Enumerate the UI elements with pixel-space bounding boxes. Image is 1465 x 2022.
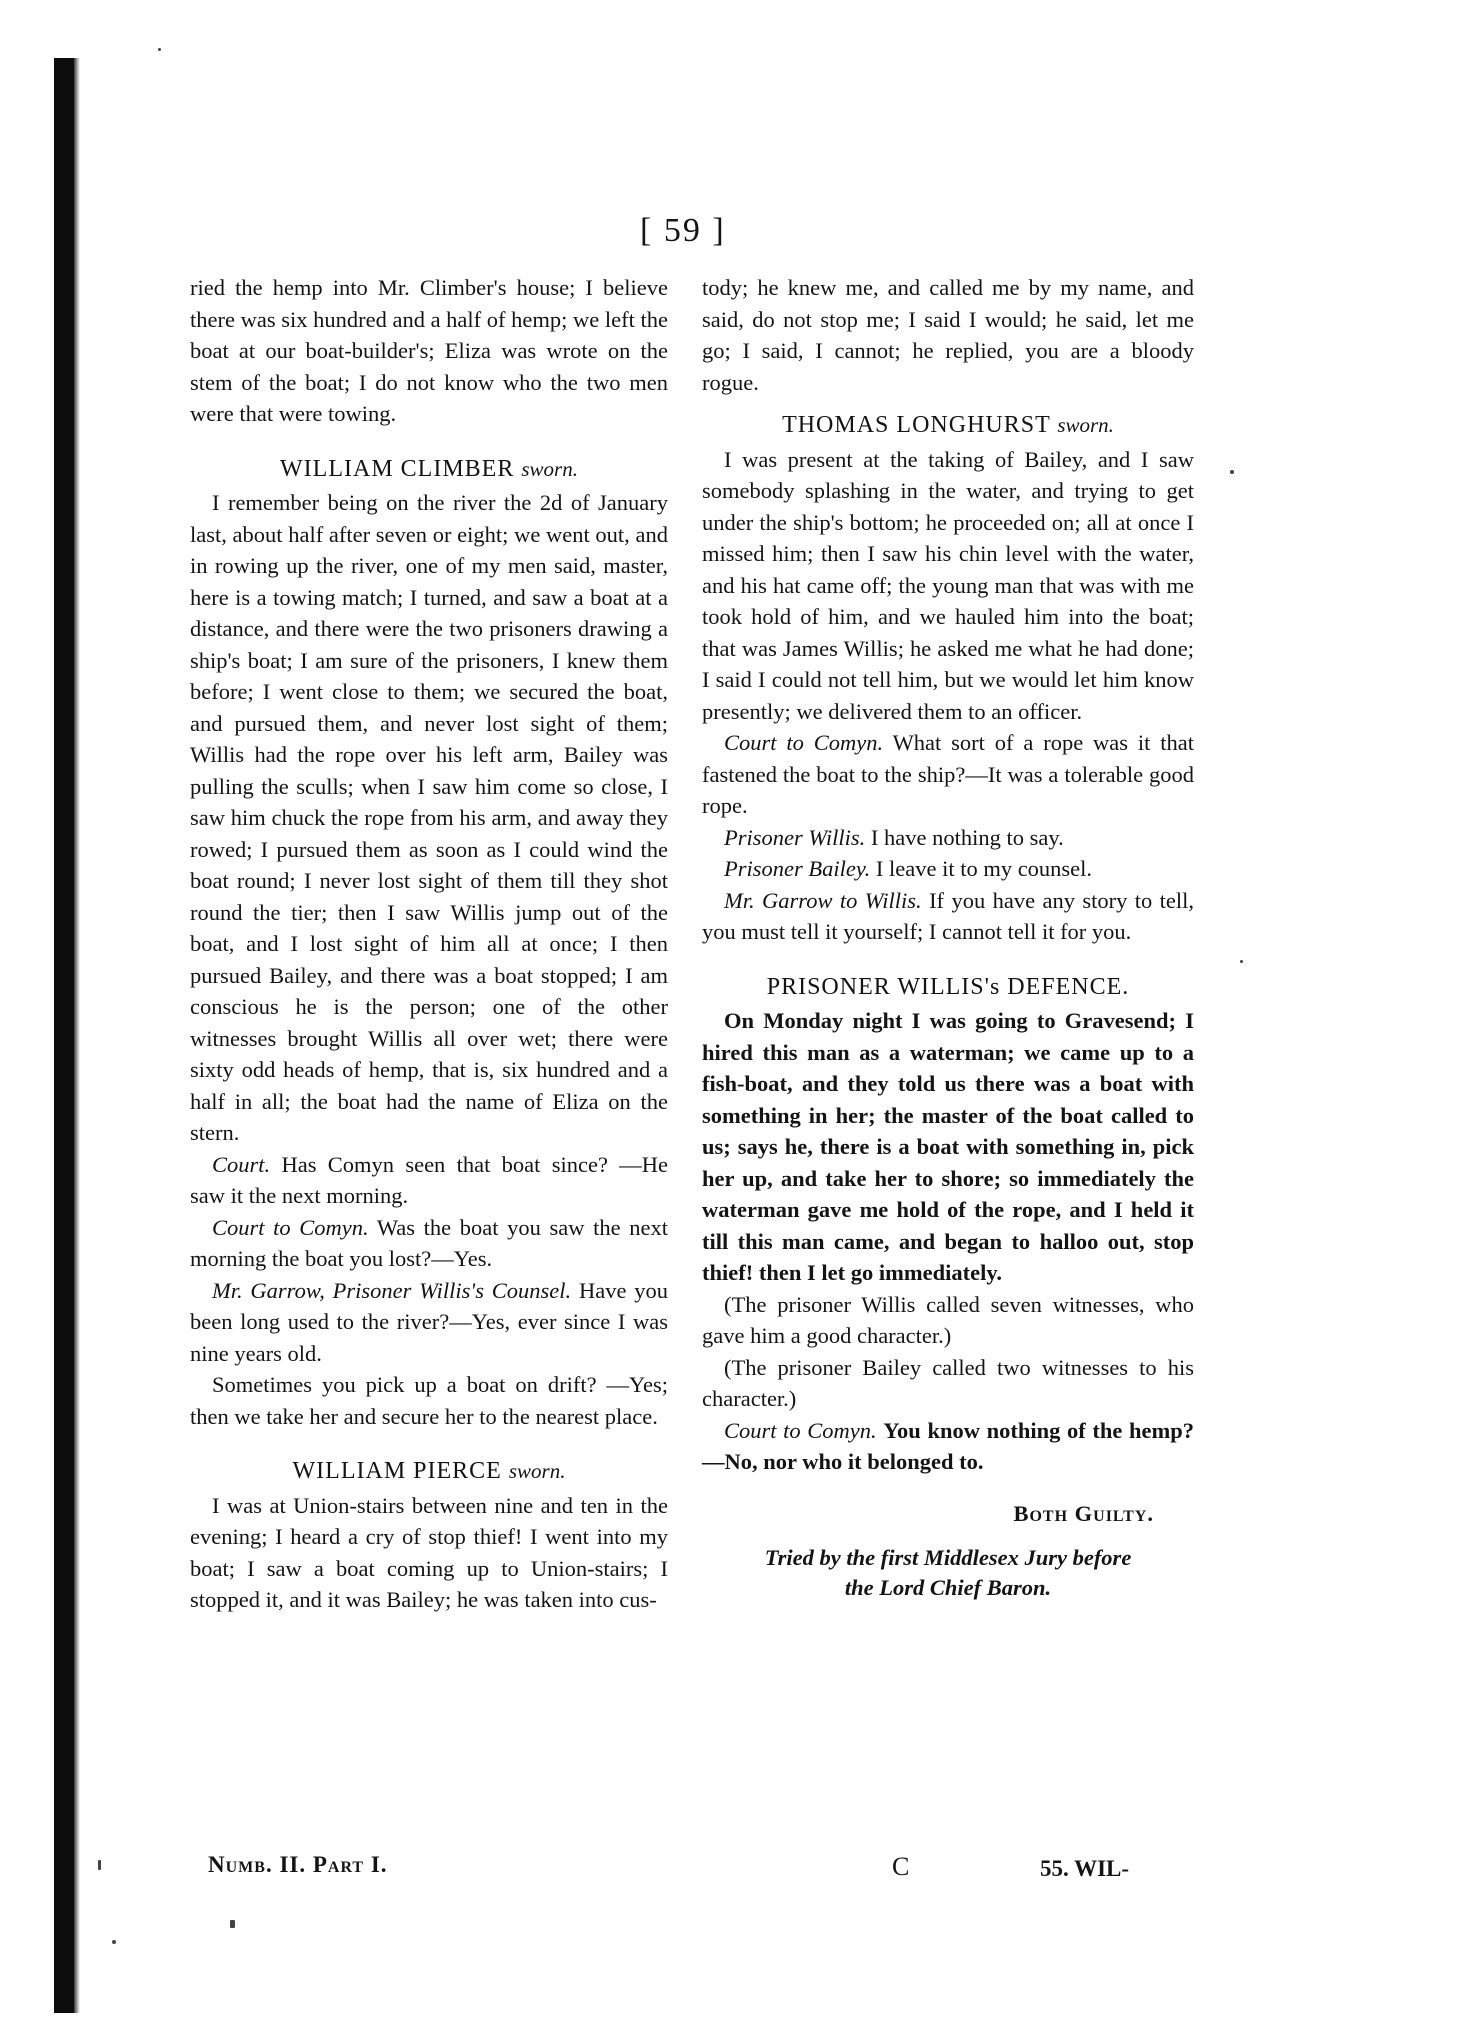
exchange-prisoner-willis [702,822,1194,854]
speaker-label: Court to Comyn. [724,730,884,755]
longhurst-testimony: I was present at the taking of Bailey, and I saw somebody splashing in the water, and trying to get under the ship's bottom; he proceeded on; all at once I missed him; then I saw his chin level with the water, and his hat came off; the young man that was with me took hold of him, and we hauled him into the boat; that was James Willis; he asked me what he had done; I said I could not tell him, but we would let him know presently; we delivered them to an officer. [702,446,1194,724]
exchange-garrow-to-willis [702,885,1194,948]
exchange-text: Has Comyn seen that boat since? —He saw it the next morning. [190,1151,668,1208]
ink-speck [1230,470,1234,474]
witness-heading-pierce [190,1456,668,1488]
signature-mark: C [892,1852,910,1881]
right-intro-paragraph: tody; he knew me, and called me by my name, and said, do not stop me; I said I would; he said, let me go; I said, I cannot; he replied, you are a bloody rogue. [702,275,1194,395]
witness-heading-climber [190,454,668,486]
exchange-text: I leave it to my counsel. [875,856,1093,881]
verdict: Both Guilty. [1013,1500,1154,1526]
book-spine-shadow [54,58,74,2013]
speaker-label: Court. [212,1151,271,1177]
note-bailey-witnesses: (The prisoner Bailey called two witnesses to his character.) [702,1354,1194,1411]
sworn-label: sworn. [521,456,578,481]
speaker-label: Court to Comyn. [724,1417,877,1443]
exchange-court-to-comyn [190,1212,668,1275]
exchange-garrow [190,1275,668,1370]
catchword: 55. WIL- [1040,1856,1130,1881]
exchange-text: I have nothing to say. [870,824,1064,850]
exchange-court [190,1149,668,1212]
left-intro-paragraph: ried the hemp into Mr. Climber's house; I believe there was six hundred and a half of hemp; we left the boat at our boat-builder's; Eliza was wrote on the stem of the boat; I do not know who the two men were that were towing. [190,275,668,426]
tried-line-1: Tried by the first Middlesex Jury before [764,1545,1132,1570]
ink-speck [158,48,161,51]
witness-name: THOMAS LONGHURST [782,412,1051,438]
exchange-text: Have you been long used to the river?—Yes, ever since I was nine years old. [190,1277,668,1366]
climber-testimony: I remember being on the river the 2d of January last, about half after seven or eight; we went out, and in rowing up the river, one of my men said, master, here is a towing match; I turned, and saw a boat at a distance, and there were the two prisoners drawing a ship's boat; I am sure of the prisoners, I knew them before; I went close to them; we secured the boat, and pursued them, and never lost sight of them; Willis had the rope over his left arm, Bailey was pulling the sculls; when I saw him come so close, I saw him chuck the rope from his arm, and away they rowed; I pursued them as soon as I could wind the boat round; I never lost sight of them till they shot round the tier; then I saw Willis jump out of the boat, and I lost sight of him all at once; I then pursued Bailey, and there was a boat stopped; I am conscious he is the person; one of the other witnesses brought Willis all over wet; there were sixty odd heads of hemp, that is, six hundred and a half in all; the boat had the name of Eliza on the stern. [190,490,668,1145]
pierce-testimony: I was at Union-stairs between nine and ten in the evening; I heard a cry of stop thief! I went into my boat; I saw a boat coming up to Union-stairs; I stopped it, and it was Bailey; he was taken into cus- [190,1492,668,1612]
exchange-text: Was the boat you saw the next morning the boat you lost?—Yes. [190,1214,669,1271]
left-column [190,272,668,1616]
speaker-label: Mr. Garrow, Prisoner Willis's Counsel. [212,1277,572,1303]
signature-mark-left: Numb. II. Part I. [208,1852,388,1877]
sworn-label: sworn. [1057,413,1114,437]
speaker-label: Mr. Garrow to Willis. [724,887,922,913]
speaker-label: Prisoner Willis. [724,824,866,850]
exchange-drift: Sometimes you pick up a boat on drift? —Yes; then we take her and secure her to the nearest place. [190,1372,668,1429]
exchange-hemp [702,1415,1194,1478]
speaker-label: Court to Comyn. [212,1214,369,1240]
page-number: [ 59 ] [640,212,726,249]
defence-text: On Monday night I was going to Gravesend; I hired this man as a waterman; we came up to a fish-boat, and they told us there was a boat with something in her; the master of the boat called to us; says he, there is a boat with something in, pick her up, and take her to shore; so immediately the waterman gave me hold of the rope, and I held it till this man came, and began to halloo out, stop thief! then I let go immediately. [702,1008,1194,1285]
ink-speck [230,1920,235,1928]
note-willis-witnesses: (The prisoner Willis called seven witnesses, who gave him a good character.) [702,1291,1194,1348]
speaker-label: Prisoner Bailey. [724,856,871,881]
witness-name: WILLIAM PIERCE [292,1458,502,1484]
book-spine-edge [74,58,80,2013]
defence-heading: PRISONER WILLIS's DEFENCE. [766,973,1130,1000]
right-column [702,272,1194,1603]
witness-heading-longhurst [702,410,1194,442]
exchange-text: What sort of a rope was it that fastened the boat to the ship?—It was a tolerable good rope. [702,730,1194,818]
ink-speck [1240,960,1243,963]
sworn-label: sworn. [508,1459,566,1483]
ink-speck [112,1940,116,1944]
exchange-rope [702,727,1194,822]
exchange-text: If you have any story to tell, you must tell it yourself; I cannot tell it for you. [702,887,1195,944]
tried-line-2: the Lord Chief Baron. [844,1575,1052,1600]
ink-speck [98,1860,101,1870]
exchange-prisoner-bailey [702,853,1194,885]
witness-name: WILLIAM CLIMBER [280,455,515,482]
exchange-text: You know nothing of the hemp?—No, nor who it belonged to. [702,1417,1195,1474]
